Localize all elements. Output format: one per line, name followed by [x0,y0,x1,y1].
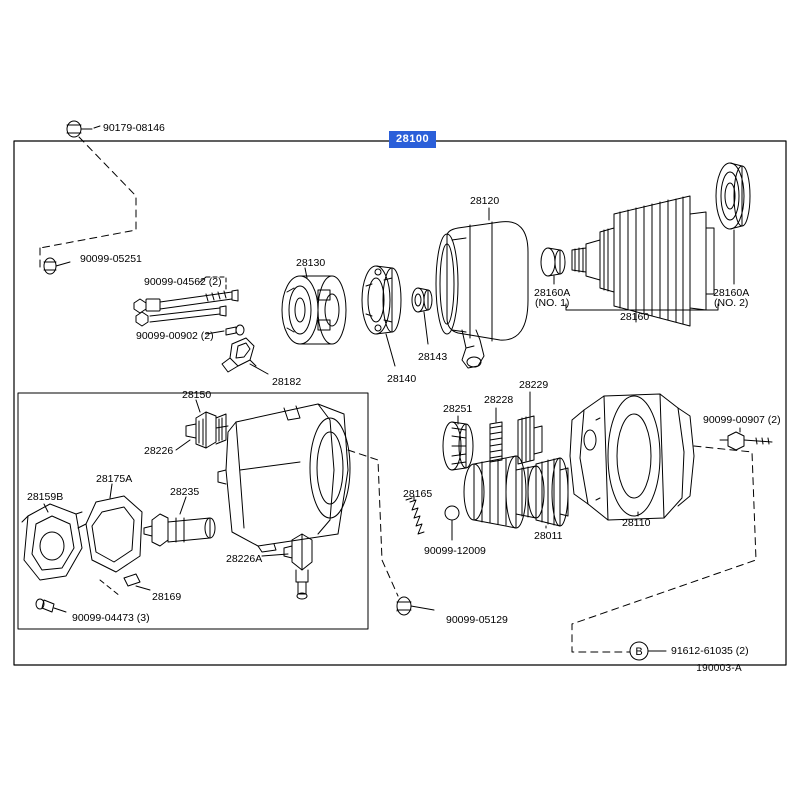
part-label: 28143 [418,351,448,363]
part-label: 90099-04562 (2) [144,276,222,288]
part-label: 91612-61035 (2) [671,645,749,657]
part-label: 28160 [620,311,650,323]
part-label: 28229 [519,379,549,391]
leader-90179 [94,126,100,128]
part-label: 28169 [152,591,182,603]
part-label: 28160A [534,287,571,299]
part-label: 28251 [443,403,473,415]
part-label: (NO. 1) [535,297,570,309]
part-label: 28130 [296,257,326,269]
part-label: 28140 [387,373,417,385]
part-label: 28226 [144,445,174,457]
part-label: 28159B [27,491,64,503]
sub-frame [18,393,368,629]
part-label: 28182 [272,376,302,388]
diagram-footer-code: 190003-A [696,663,742,674]
part-label: 28235 [170,486,200,498]
part-label: (NO. 2) [714,297,749,309]
part-label: 28150 [182,389,212,401]
highlighted-part-label: 28100 [389,131,436,148]
part-label: 90099-00907 (2) [703,414,781,426]
part-label: 28228 [484,394,514,406]
part-label: 28110 [622,517,651,529]
part-label: 28165 [403,488,433,500]
part-label: 28160A [713,287,750,299]
part-label: 28011 [534,530,563,542]
part-label: 28175A [96,473,133,485]
part-label: 90179-08146 [103,122,165,134]
marker-B-letter: B [635,646,643,658]
part-label: 90099-12009 [424,545,486,557]
part-label: 28226A [226,553,263,565]
part-90179-08146 [67,121,92,137]
part-label: 90099-05251 [80,253,142,265]
part-label: 90099-00902 (2) [136,330,214,342]
part-label: 28120 [470,195,500,207]
part-label: 90099-05129 [446,614,508,626]
part-label: 90099-04473 (3) [72,612,150,624]
